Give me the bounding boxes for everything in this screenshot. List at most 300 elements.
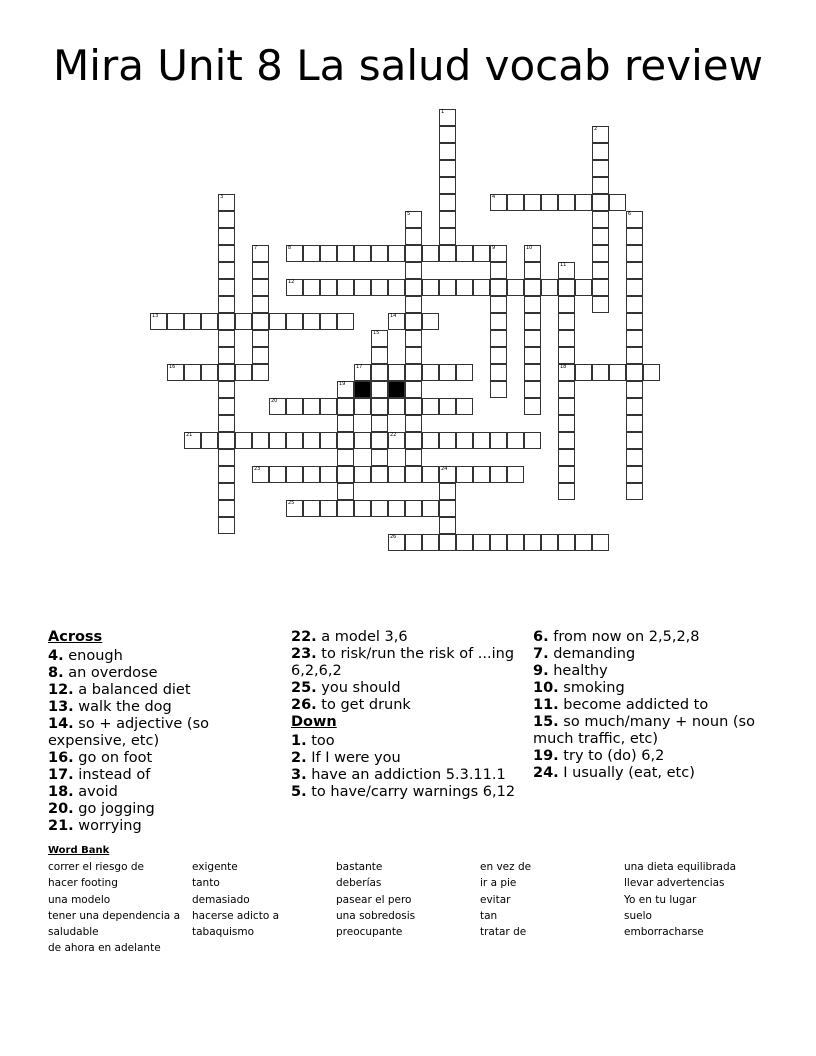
grid-cell[interactable] (439, 126, 456, 143)
grid-cell[interactable] (456, 534, 473, 551)
grid-cell[interactable] (218, 347, 235, 364)
clue-item (48, 801, 278, 818)
grid-cell[interactable] (490, 381, 507, 398)
grid-cell[interactable] (558, 381, 575, 398)
grid-cell[interactable] (337, 279, 354, 296)
grid-cell[interactable] (422, 466, 439, 483)
grid-cell[interactable] (524, 296, 541, 313)
grid-cell[interactable] (337, 466, 354, 483)
grid-cell[interactable] (524, 194, 541, 211)
grid-cell[interactable] (473, 245, 490, 262)
clue-text: If I were you (306, 750, 401, 766)
grid-cell[interactable] (354, 364, 371, 381)
clue-item (291, 629, 521, 646)
grid-cell[interactable] (422, 398, 439, 415)
grid-cell[interactable] (558, 262, 575, 279)
word-bank-item: preocupante (336, 926, 403, 939)
grid-cell[interactable] (524, 279, 541, 296)
grid-cell[interactable] (252, 347, 269, 364)
clue-item (291, 733, 521, 750)
grid-cell[interactable] (456, 279, 473, 296)
grid-cell[interactable] (575, 534, 592, 551)
grid-cell[interactable] (405, 245, 422, 262)
grid-cell[interactable] (218, 398, 235, 415)
grid-cell[interactable] (626, 313, 643, 330)
grid-cell[interactable] (252, 245, 269, 262)
grid-cell[interactable] (218, 483, 235, 500)
grid-cell[interactable] (388, 279, 405, 296)
grid-cell[interactable] (320, 245, 337, 262)
grid-cell[interactable] (218, 245, 235, 262)
grid-cell[interactable] (405, 279, 422, 296)
grid-cell[interactable] (218, 279, 235, 296)
grid-cell[interactable] (354, 398, 371, 415)
grid-cell[interactable] (456, 364, 473, 381)
grid-cell[interactable] (456, 466, 473, 483)
grid-cell[interactable] (405, 466, 422, 483)
clue-number: 22 (390, 432, 397, 438)
clue-number-label: 15. (533, 714, 559, 730)
grid-cell[interactable] (439, 109, 456, 126)
grid-cell[interactable] (405, 432, 422, 449)
grid-cell[interactable] (286, 432, 303, 449)
grid-cell[interactable] (558, 466, 575, 483)
clue-text: an overdose (63, 665, 158, 681)
grid-block (388, 381, 405, 398)
clue-item (533, 748, 773, 765)
grid-cell[interactable] (337, 398, 354, 415)
clue-item (533, 765, 773, 782)
grid-cell[interactable] (456, 398, 473, 415)
grid-cell[interactable] (405, 228, 422, 245)
grid-cell[interactable] (524, 534, 541, 551)
grid-cell[interactable] (558, 534, 575, 551)
clue-text: worrying (73, 818, 142, 834)
grid-cell[interactable] (388, 466, 405, 483)
word-bank-item: pasear el pero (336, 893, 412, 906)
grid-cell[interactable] (405, 313, 422, 330)
grid-cell[interactable] (558, 398, 575, 415)
grid-cell[interactable] (592, 262, 609, 279)
grid-cell[interactable] (490, 534, 507, 551)
grid-cell[interactable] (558, 432, 575, 449)
grid-cell[interactable] (524, 313, 541, 330)
grid-cell[interactable] (371, 398, 388, 415)
across-clue-list-continued (291, 629, 521, 714)
grid-cell[interactable] (422, 245, 439, 262)
clue-text: go jogging (73, 801, 155, 817)
clue-number-label: 5. (291, 784, 307, 800)
grid-cell[interactable] (269, 432, 286, 449)
grid-cell[interactable] (354, 500, 371, 517)
clue-number-label: 1. (291, 733, 307, 749)
grid-cell[interactable] (439, 500, 456, 517)
grid-cell[interactable] (235, 364, 252, 381)
grid-cell[interactable] (541, 534, 558, 551)
grid-cell[interactable] (337, 449, 354, 466)
grid-cell[interactable] (490, 194, 507, 211)
grid-cell[interactable] (405, 398, 422, 415)
grid-cell[interactable] (371, 381, 388, 398)
grid-cell[interactable] (371, 279, 388, 296)
grid-cell[interactable] (439, 432, 456, 449)
clue-number-label: 4. (48, 648, 64, 664)
grid-cell[interactable] (558, 347, 575, 364)
grid-cell[interactable] (286, 313, 303, 330)
clue-number: 2 (594, 126, 598, 132)
grid-cell[interactable] (558, 296, 575, 313)
grid-cell[interactable] (592, 143, 609, 160)
grid-cell[interactable] (626, 245, 643, 262)
clue-number-label: 26. (291, 697, 317, 713)
grid-cell[interactable] (524, 262, 541, 279)
clue-number-label: 7. (533, 646, 549, 662)
grid-cell[interactable] (626, 381, 643, 398)
grid-cell[interactable] (422, 364, 439, 381)
grid-cell[interactable] (626, 398, 643, 415)
grid-cell[interactable] (320, 466, 337, 483)
grid-cell[interactable] (592, 126, 609, 143)
grid-cell[interactable] (405, 415, 422, 432)
grid-cell[interactable] (592, 245, 609, 262)
clue-number: 14 (390, 313, 397, 319)
grid-cell[interactable] (507, 194, 524, 211)
grid-cell[interactable] (626, 296, 643, 313)
grid-cell[interactable] (626, 364, 643, 381)
grid-cell[interactable] (405, 534, 422, 551)
grid-cell[interactable] (439, 279, 456, 296)
grid-cell[interactable] (286, 466, 303, 483)
grid-cell[interactable] (575, 364, 592, 381)
grid-cell[interactable] (218, 517, 235, 534)
grid-cell[interactable] (252, 262, 269, 279)
grid-cell[interactable] (439, 211, 456, 228)
word-bank-item: emborracharse (624, 926, 704, 939)
grid-cell[interactable] (626, 211, 643, 228)
grid-cell[interactable] (184, 364, 201, 381)
grid-cell[interactable] (609, 364, 626, 381)
grid-cell[interactable] (252, 432, 269, 449)
grid-cell[interactable] (626, 449, 643, 466)
grid-cell[interactable] (388, 500, 405, 517)
grid-cell[interactable] (507, 534, 524, 551)
grid-cell[interactable] (626, 415, 643, 432)
grid-cell[interactable] (218, 381, 235, 398)
clue-text: have an addiction 5.3.11.1 (306, 767, 506, 783)
grid-cell[interactable] (320, 398, 337, 415)
grid-cell[interactable] (439, 245, 456, 262)
grid-cell[interactable] (490, 279, 507, 296)
grid-cell[interactable] (371, 466, 388, 483)
word-bank-item: evitar (480, 893, 511, 906)
grid-cell[interactable] (490, 296, 507, 313)
grid-cell[interactable] (558, 313, 575, 330)
clue-number: 10 (526, 245, 533, 251)
grid-cell[interactable] (524, 245, 541, 262)
grid-cell[interactable] (388, 398, 405, 415)
grid-cell[interactable] (592, 534, 609, 551)
grid-cell[interactable] (592, 211, 609, 228)
grid-cell[interactable] (218, 466, 235, 483)
grid-cell[interactable] (184, 432, 201, 449)
grid-cell[interactable] (303, 245, 320, 262)
grid-cell[interactable] (218, 262, 235, 279)
grid-cell[interactable] (490, 432, 507, 449)
word-bank-item: correr el riesgo de (48, 861, 144, 873)
grid-cell[interactable] (218, 330, 235, 347)
clue-text: a model 3,6 (316, 629, 408, 645)
grid-cell[interactable] (252, 313, 269, 330)
grid-cell[interactable] (626, 262, 643, 279)
grid-cell[interactable] (609, 194, 626, 211)
grid-cell[interactable] (405, 364, 422, 381)
grid-cell[interactable] (626, 228, 643, 245)
grid-cell[interactable] (303, 432, 320, 449)
grid-cell[interactable] (558, 279, 575, 296)
grid-cell[interactable] (490, 262, 507, 279)
grid-cell[interactable] (558, 194, 575, 211)
grid-cell[interactable] (490, 313, 507, 330)
grid-cell[interactable] (218, 211, 235, 228)
grid-cell[interactable] (405, 330, 422, 347)
grid-cell[interactable] (439, 143, 456, 160)
grid-cell[interactable] (286, 398, 303, 415)
grid-cell[interactable] (439, 194, 456, 211)
grid-cell[interactable] (371, 347, 388, 364)
word-bank-item: hacer footing (48, 877, 118, 890)
grid-cell[interactable] (337, 245, 354, 262)
grid-cell[interactable] (337, 432, 354, 449)
grid-cell[interactable] (218, 194, 235, 211)
grid-cell[interactable] (575, 194, 592, 211)
grid-cell[interactable] (201, 313, 218, 330)
grid-cell[interactable] (371, 449, 388, 466)
grid-cell[interactable] (252, 466, 269, 483)
grid-cell[interactable] (354, 432, 371, 449)
grid-cell[interactable] (218, 449, 235, 466)
clue-text: to get drunk (316, 697, 411, 713)
grid-cell[interactable] (456, 245, 473, 262)
grid-cell[interactable] (626, 330, 643, 347)
grid-cell[interactable] (490, 347, 507, 364)
grid-cell[interactable] (507, 279, 524, 296)
grid-cell[interactable] (405, 347, 422, 364)
grid-cell[interactable] (303, 313, 320, 330)
grid-cell[interactable] (371, 364, 388, 381)
grid-cell[interactable] (303, 466, 320, 483)
grid-cell[interactable] (558, 364, 575, 381)
clue-number: 1 (441, 109, 445, 115)
grid-cell[interactable] (235, 313, 252, 330)
grid-cell[interactable] (337, 415, 354, 432)
word-bank-item: Yo en tu lugar (624, 893, 697, 906)
grid-cell[interactable] (218, 228, 235, 245)
grid-cell[interactable] (252, 279, 269, 296)
word-bank-column (480, 859, 531, 940)
clue-number: 23 (254, 466, 261, 472)
clue-number: 8 (288, 245, 292, 251)
word-bank-item: tan (480, 909, 498, 922)
clue-number-label: 20. (48, 801, 74, 817)
grid-cell[interactable] (303, 398, 320, 415)
grid-cell[interactable] (218, 432, 235, 449)
grid-cell[interactable] (388, 313, 405, 330)
grid-cell[interactable] (371, 330, 388, 347)
grid-cell[interactable] (405, 262, 422, 279)
grid-cell[interactable] (490, 245, 507, 262)
grid-cell[interactable] (218, 364, 235, 381)
grid-cell[interactable] (422, 534, 439, 551)
grid-cell[interactable] (337, 381, 354, 398)
grid-cell[interactable] (558, 483, 575, 500)
grid-cell[interactable] (592, 364, 609, 381)
grid-cell[interactable] (269, 313, 286, 330)
grid-cell[interactable] (439, 483, 456, 500)
word-bank-item: una sobredosis (336, 909, 416, 922)
grid-cell[interactable] (524, 347, 541, 364)
grid-cell[interactable] (473, 279, 490, 296)
grid-cell[interactable] (439, 177, 456, 194)
grid-cell[interactable] (626, 279, 643, 296)
grid-cell[interactable] (388, 245, 405, 262)
grid-cell[interactable] (303, 500, 320, 517)
grid-cell[interactable] (320, 500, 337, 517)
grid-cell[interactable] (592, 177, 609, 194)
grid-cell[interactable] (405, 381, 422, 398)
grid-cell[interactable] (371, 415, 388, 432)
grid-cell[interactable] (252, 296, 269, 313)
grid-cell[interactable] (575, 279, 592, 296)
grid-cell[interactable] (371, 245, 388, 262)
grid-cell[interactable] (422, 279, 439, 296)
grid-cell[interactable] (218, 296, 235, 313)
grid-cell[interactable] (252, 330, 269, 347)
grid-cell[interactable] (218, 415, 235, 432)
grid-cell[interactable] (524, 330, 541, 347)
clue-text: avoid (73, 784, 118, 800)
clue-text: try to (do) 6,2 (558, 748, 665, 764)
grid-cell[interactable] (422, 432, 439, 449)
grid-cell[interactable] (337, 483, 354, 500)
grid-cell[interactable] (592, 160, 609, 177)
grid-cell[interactable] (354, 245, 371, 262)
grid-cell[interactable] (592, 296, 609, 313)
grid-cell[interactable] (507, 432, 524, 449)
grid-cell[interactable] (218, 313, 235, 330)
grid-cell[interactable] (439, 466, 456, 483)
grid-cell[interactable] (371, 432, 388, 449)
clue-number-label: 18. (48, 784, 74, 800)
grid-cell[interactable] (626, 466, 643, 483)
grid-cell[interactable] (320, 313, 337, 330)
grid-cell[interactable] (490, 330, 507, 347)
grid-cell[interactable] (388, 364, 405, 381)
grid-cell[interactable] (388, 432, 405, 449)
grid-cell[interactable] (405, 296, 422, 313)
grid-cell[interactable] (320, 432, 337, 449)
grid-cell[interactable] (524, 398, 541, 415)
grid-cell[interactable] (439, 534, 456, 551)
grid-cell[interactable] (473, 432, 490, 449)
grid-cell[interactable] (286, 500, 303, 517)
grid-cell[interactable] (439, 364, 456, 381)
grid-cell[interactable] (337, 500, 354, 517)
grid-cell[interactable] (354, 466, 371, 483)
grid-cell[interactable] (626, 347, 643, 364)
grid-cell[interactable] (252, 364, 269, 381)
grid-cell[interactable] (626, 432, 643, 449)
grid-cell[interactable] (269, 398, 286, 415)
clues-column-2 (291, 629, 521, 801)
grid-cell[interactable] (439, 517, 456, 534)
grid-cell[interactable] (626, 483, 643, 500)
clue-number: 20 (271, 398, 278, 404)
grid-cell[interactable] (303, 279, 320, 296)
grid-cell[interactable] (150, 313, 167, 330)
grid-cell[interactable] (235, 432, 252, 449)
grid-cell[interactable] (218, 500, 235, 517)
grid-cell[interactable] (541, 279, 558, 296)
grid-cell[interactable] (320, 279, 337, 296)
grid-cell[interactable] (558, 330, 575, 347)
grid-cell[interactable] (269, 466, 286, 483)
grid-cell[interactable] (524, 381, 541, 398)
grid-cell[interactable] (422, 313, 439, 330)
clue-number: 25 (288, 500, 295, 506)
grid-cell[interactable] (167, 313, 184, 330)
grid-cell[interactable] (473, 466, 490, 483)
grid-cell[interactable] (473, 534, 490, 551)
grid-cell[interactable] (354, 279, 371, 296)
grid-cell[interactable] (422, 500, 439, 517)
grid-cell[interactable] (286, 279, 303, 296)
grid-cell[interactable] (184, 313, 201, 330)
clue-number-label: 2. (291, 750, 307, 766)
grid-cell[interactable] (167, 364, 184, 381)
grid-cell[interactable] (439, 160, 456, 177)
grid-cell[interactable] (541, 194, 558, 211)
grid-cell[interactable] (456, 432, 473, 449)
grid-cell[interactable] (524, 364, 541, 381)
grid-cell[interactable] (507, 466, 524, 483)
grid-cell[interactable] (643, 364, 660, 381)
grid-cell[interactable] (201, 364, 218, 381)
grid-cell[interactable] (405, 500, 422, 517)
grid-cell[interactable] (286, 245, 303, 262)
grid-cell[interactable] (490, 466, 507, 483)
grid-cell[interactable] (337, 313, 354, 330)
grid-cell[interactable] (439, 228, 456, 245)
clue-text: demanding (548, 646, 636, 662)
grid-cell[interactable] (490, 364, 507, 381)
grid-cell[interactable] (558, 415, 575, 432)
grid-cell[interactable] (592, 279, 609, 296)
grid-cell[interactable] (558, 449, 575, 466)
grid-cell[interactable] (405, 211, 422, 228)
clue-item (533, 663, 773, 680)
grid-cell[interactable] (592, 228, 609, 245)
word-bank-item: en vez de (480, 861, 532, 873)
grid-cell[interactable] (524, 432, 541, 449)
grid-cell[interactable] (388, 534, 405, 551)
grid-cell[interactable] (405, 449, 422, 466)
grid-cell[interactable] (439, 398, 456, 415)
grid-cell[interactable] (371, 500, 388, 517)
grid-cell[interactable] (201, 432, 218, 449)
clue-number: 26 (390, 534, 397, 540)
clue-number-label: 6. (533, 629, 549, 645)
grid-cell[interactable] (592, 194, 609, 211)
